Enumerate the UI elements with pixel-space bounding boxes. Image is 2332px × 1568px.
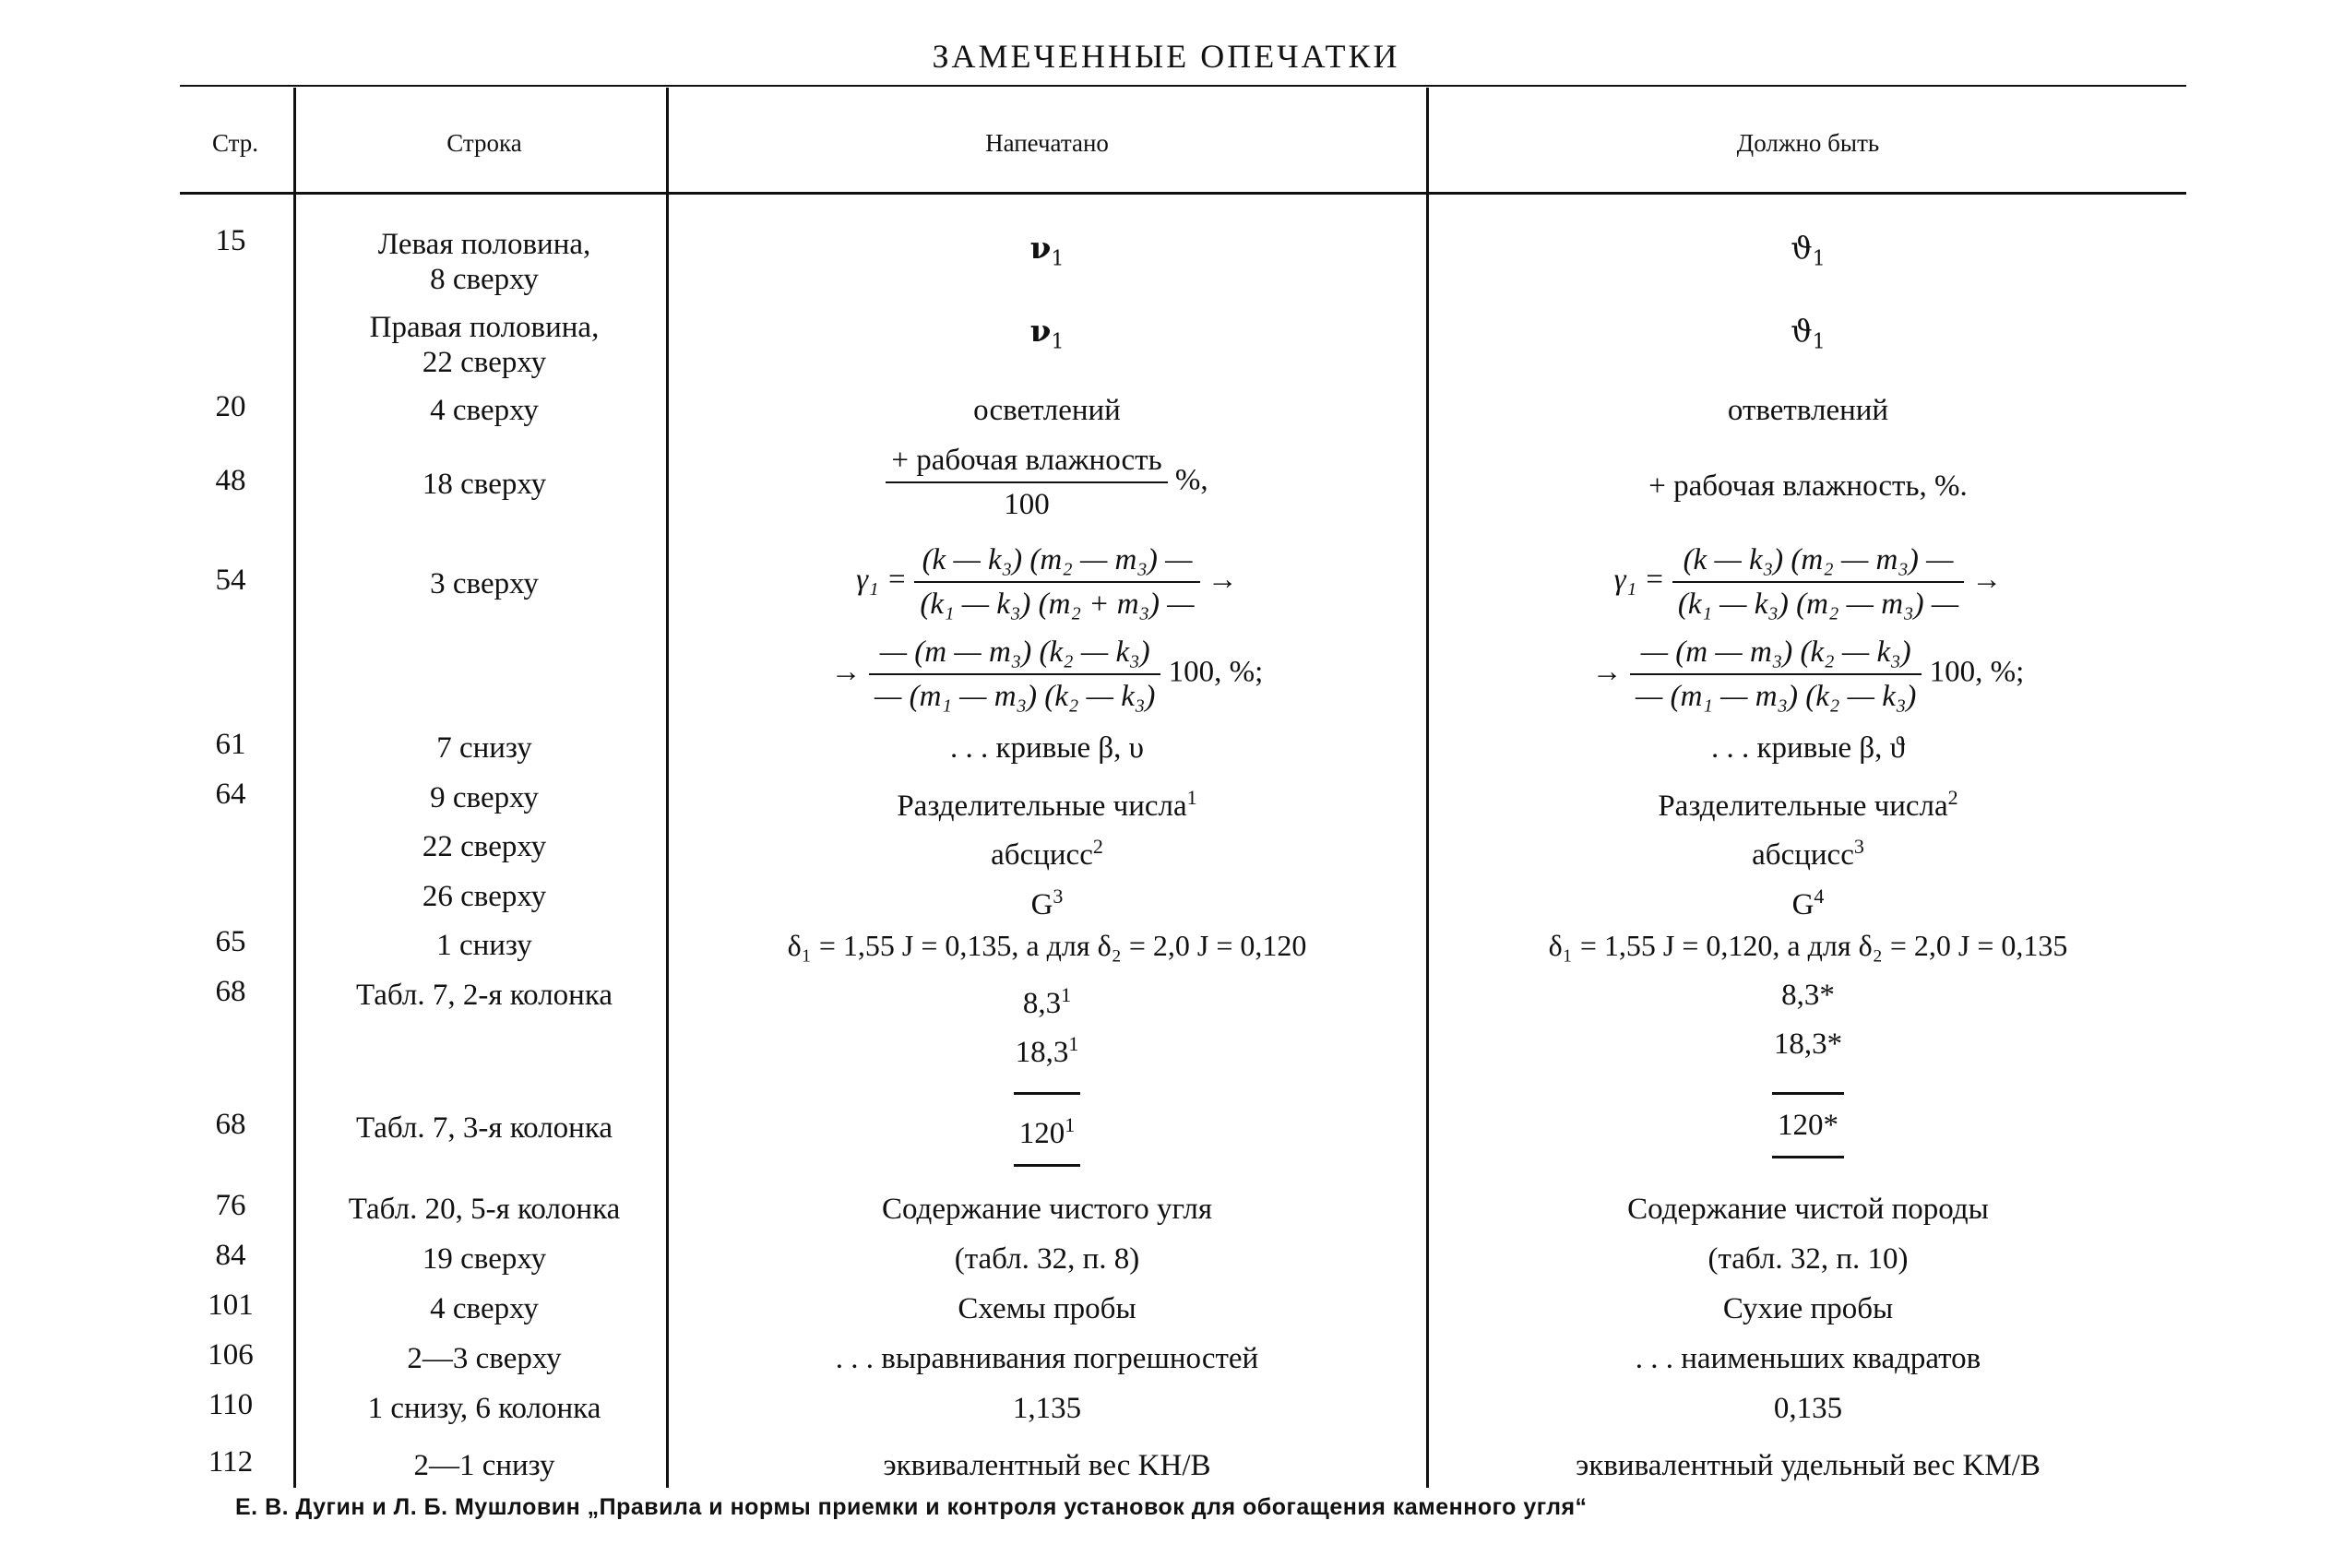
column-divider-3: [1426, 88, 1429, 1488]
row-correct: эквивалентный удельный вес KМ/В: [1576, 1449, 2040, 1482]
row-page: 110: [208, 1388, 254, 1421]
row-correct: Сухие пробы: [1722, 1292, 1894, 1325]
row-printed: (табл. 32, п. 8): [954, 1242, 1140, 1276]
row-correct: $G^4$: [1791, 885, 1825, 921]
footer-citation: Е. В. Дугин и Л. Б. Мушловин „Правила и нормы приемки и контроля установок для обогащения каменного угля“: [235, 1494, 1588, 1520]
row-line: 3 сверху: [430, 567, 539, 600]
column-divider-1: [293, 88, 296, 1488]
row-line: Табл. 20, 5-я колонка: [348, 1193, 621, 1226]
header-page: Стр.: [211, 129, 259, 157]
row-printed: . . . выравнивания погрешностей: [835, 1342, 1259, 1375]
row-correct: $ϑ_1$: [1791, 230, 1826, 271]
row-line: 1 снизу, 6 колонка: [367, 1392, 601, 1425]
row-line: Табл. 7, 3-я колонка: [355, 1111, 613, 1145]
row-page: 68: [215, 975, 246, 1008]
row-page: 68: [215, 1108, 246, 1141]
row-correct: ответвлений: [1727, 394, 1889, 427]
row-correct: . . . кривые β, ϑ: [1711, 731, 1905, 765]
printed-formula-line-1: γ₁ = $\frac{\text{(k — k₃) (m₂ — m₃) —}}{\text{(k₁ — k₃) (m₂ + m₃) —}}$ →: [856, 543, 1238, 621]
row-line: 7 снизу: [436, 731, 532, 765]
correct-formula-line-2: → $\frac{\text{— (m — m₃) (k₂ — k₃)}}{\text{— (m₁ — m₃) (k₂ — k₃)}}$ 100, %;: [1591, 636, 2025, 713]
row-page: 112: [208, 1445, 254, 1479]
row-printed: 1,135: [1012, 1392, 1082, 1425]
row-correct: 120*: [1430, 1092, 2186, 1158]
row-line: Табл. 7, 2-я колонка: [355, 979, 613, 1012]
row-printed: эквивалентный вес KН/В: [883, 1449, 1211, 1482]
row-printed: . . . кривые β, υ: [950, 731, 1144, 765]
row-correct: абсцисс$^3$: [1752, 835, 1864, 872]
row-page: 76: [215, 1189, 246, 1222]
row-printed: $120^1$: [669, 1092, 1425, 1167]
row-printed: абсцисс$^2$: [991, 835, 1103, 872]
row-line: 2—3 сверху: [407, 1342, 562, 1375]
top-rule: [180, 85, 2186, 87]
row-printed: осветлений: [973, 394, 1121, 427]
row-page: 61: [215, 728, 246, 761]
row-correct: + рабочая влажность, %.: [1648, 469, 1968, 503]
row-correct: Содержание чистой породы: [1627, 1193, 1989, 1226]
row-printed: $\frac{\text{+ рабочая влажность}}{100}$ %,: [669, 443, 1425, 522]
row-page: 106: [208, 1338, 254, 1372]
row-printed: Разделительные числа$^1$: [897, 786, 1197, 823]
row-correct: 8,3*: [1781, 979, 1835, 1012]
row-line: Правая половина, 22 сверху: [369, 311, 600, 379]
row-line: 4 сверху: [430, 394, 539, 427]
row-page: 48: [215, 464, 246, 497]
row-line: 4 сверху: [430, 1292, 539, 1325]
page-title: ЗАМЕЧЕННЫЕ ОПЕЧАТКИ: [932, 38, 1400, 75]
row-line: 19 сверху: [422, 1242, 547, 1276]
row-correct: $ϑ_1$: [1791, 313, 1826, 354]
row-line: 1 снизу: [436, 929, 532, 962]
header-rule: [180, 192, 2186, 195]
row-printed: $\nu_1$: [1029, 313, 1065, 354]
row-printed: δ₁ = 1,55 J = 0,135, а для δ₂ = 2,0 J = 0,120: [787, 929, 1307, 962]
row-printed: Содержание чистого угля: [881, 1193, 1213, 1226]
row-page: 15: [215, 224, 246, 257]
row-page: 64: [215, 778, 246, 811]
row-line: Левая половина, 8 сверху: [377, 228, 591, 296]
row-line: 22 сверху: [422, 830, 547, 863]
header-correct: Должно быть: [1736, 129, 1880, 157]
header-printed: Напечатано: [985, 129, 1109, 157]
row-page: 101: [208, 1289, 254, 1322]
row-correct: (табл. 32, п. 10): [1707, 1242, 1909, 1276]
row-printed: 18,3$^1$: [1015, 1032, 1079, 1069]
row-line: 9 сверху: [430, 781, 539, 814]
printed-formula-line-2: → $\frac{\text{— (m — m₃) (k₂ — k₃)}}{\text{— (m₁ — m₃) (k₂ — k₃)}}$ 100, %;: [830, 636, 1264, 713]
row-correct: 18,3*: [1773, 1028, 1843, 1061]
row-correct: Разделительные числа$^2$: [1658, 786, 1958, 823]
row-page: 84: [215, 1239, 246, 1272]
header-line: Строка: [446, 129, 522, 157]
row-page: 20: [215, 390, 246, 423]
row-page: 65: [215, 925, 246, 958]
row-line: 26 сверху: [422, 880, 547, 913]
row-correct: . . . наименьших квадратов: [1635, 1342, 1981, 1375]
row-correct: 0,135: [1773, 1392, 1843, 1425]
row-printed: Схемы пробы: [958, 1292, 1136, 1325]
row-correct: δ₁ = 1,55 J = 0,120, а для δ₂ = 2,0 J = 0,135: [1548, 929, 2068, 962]
row-line: 2—1 снизу: [413, 1449, 555, 1482]
row-printed: $\nu_1$: [1029, 230, 1065, 271]
row-line: 18 сверху: [422, 468, 547, 501]
row-page: 54: [215, 564, 246, 597]
row-printed: $8,3^1$: [1022, 983, 1072, 1020]
row-printed: $G^3$: [1030, 885, 1064, 921]
correct-formula-line-1: γ₁ = $\frac{\text{(k — k₃) (m₂ — m₃) —}}{\text{(k₁ — k₃) (m₂ — m₃) —}}$ →: [1613, 543, 2003, 621]
